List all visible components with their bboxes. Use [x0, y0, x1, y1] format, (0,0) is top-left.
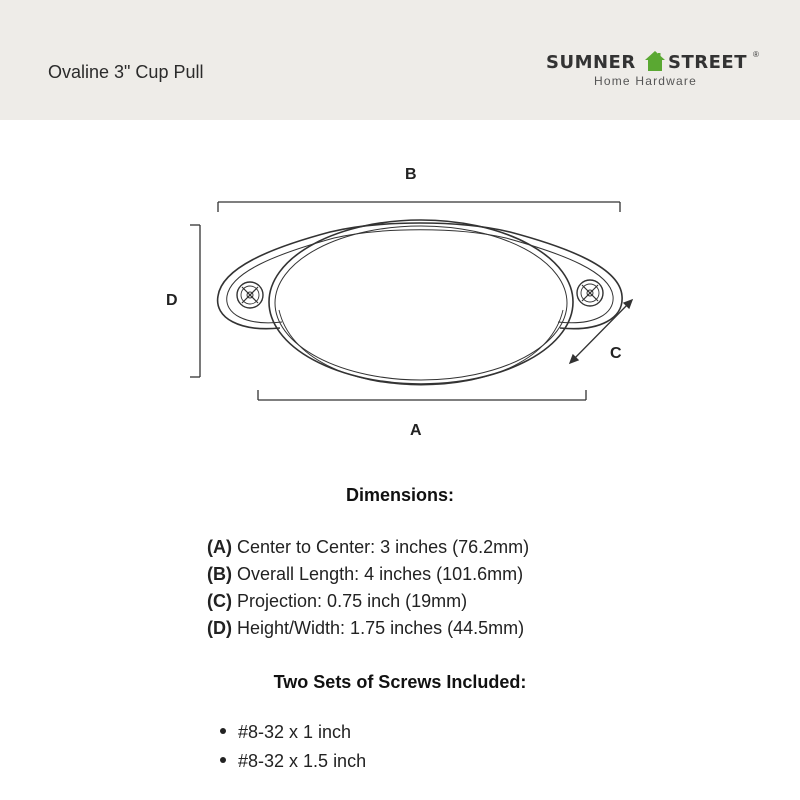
pull-drawing: [0, 120, 800, 460]
list-item: [220, 751, 366, 780]
screws-heading: Two Sets of Screws Included:: [273, 672, 527, 692]
dimension-label-d: D: [166, 292, 178, 309]
screw-size: #8-32 x 1.5 inch: [238, 751, 367, 771]
list-item: [220, 722, 366, 751]
brand-word-street: STREET: [668, 52, 747, 73]
brand-logo: [546, 48, 760, 92]
dimension-line-d: [190, 225, 200, 377]
dimension-label-b: B: [405, 166, 417, 183]
cup-pull-body: [218, 220, 623, 385]
header-banner: [0, 0, 800, 120]
dimension-text: Height/Width: 1.75 inches (44.5mm): [237, 618, 525, 638]
registered-mark: ®: [753, 50, 759, 59]
screw-right: [577, 280, 603, 306]
dimension-text: Center to Center: 3 inches (76.2mm): [237, 537, 530, 557]
screw-left: [237, 282, 263, 308]
dimension-line-b: [218, 202, 620, 212]
dimension-item-a: [207, 537, 529, 564]
screws-list: [220, 722, 366, 780]
dimension-key: (C): [207, 591, 232, 611]
dimension-item-b: [207, 564, 529, 591]
dimension-key: (B): [207, 564, 232, 584]
dimension-key: (A): [207, 537, 232, 557]
dimensions-list: [207, 537, 529, 645]
screw-size: #8-32 x 1 inch: [238, 722, 352, 742]
house-icon: [644, 50, 666, 72]
pull-diagram: [0, 120, 800, 460]
dimension-text: Overall Length: 4 inches (101.6mm): [237, 564, 524, 584]
dimension-item-d: [207, 618, 529, 645]
product-title: Ovaline 3" Cup Pull: [48, 62, 204, 82]
dimension-line-a: [258, 390, 586, 400]
bullet-icon: [220, 757, 226, 763]
dimension-label-a: A: [410, 422, 422, 439]
brand-word-sumner: SUMNER: [546, 52, 636, 73]
dimension-label-c: C: [610, 345, 622, 362]
dimensions-heading: Dimensions:: [345, 485, 455, 505]
dimension-arrow-c: [570, 300, 632, 363]
bullet-icon: [220, 728, 226, 734]
dimension-key: (D): [207, 618, 232, 638]
brand-tagline: Home Hardware: [594, 74, 697, 88]
dimension-item-c: [207, 591, 529, 618]
dimension-text: Projection: 0.75 inch (19mm): [237, 591, 468, 611]
